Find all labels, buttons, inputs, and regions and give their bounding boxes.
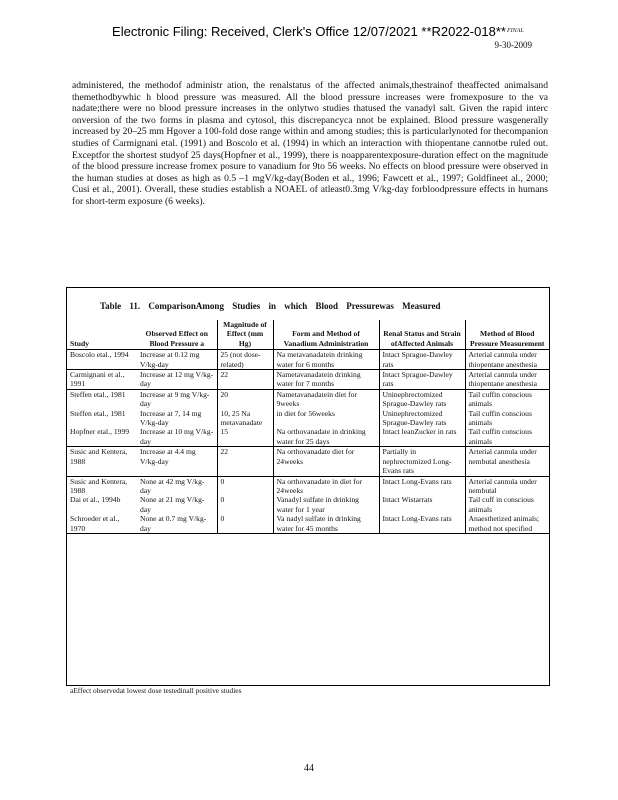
cell-renal: Intact Long-Evans rats <box>379 476 465 495</box>
header-study: Study <box>70 338 89 348</box>
cell-magnitude: 20 <box>217 389 273 408</box>
cell-study: Schroeder et al., 1970 <box>67 514 137 533</box>
cell-magnitude: 25 (not dose-related) <box>217 350 273 370</box>
cell-method: Arterial cannula under nembutal <box>465 476 549 495</box>
cell-study: Steffen etal., 1981 <box>67 389 137 408</box>
cell-method: Arterial cannula under nembutal anesthesia <box>465 447 549 476</box>
final-mark: FINAL <box>507 28 524 34</box>
header-effect: Observed Effect on Blood Pressure a <box>145 329 208 348</box>
header-method: Method of Blood Pressure Measurement <box>465 320 549 350</box>
cell-form: Vanadyl sulfate in drinking water for 1 year <box>273 495 379 514</box>
cell-magnitude: 22 <box>217 447 273 476</box>
header-renal: Renal Status and Strain ofAffected Animals <box>379 320 465 350</box>
cell-effect: Increase at 12 mg V/kg-day <box>137 370 217 390</box>
table-row <box>67 370 549 390</box>
cell-study: Steffen etal., 1981 <box>70 408 126 418</box>
document-date: 9-30-2009 <box>494 40 532 50</box>
cell-magnitude: 15 <box>217 427 273 446</box>
table-footnote: aEffect observedat lowest dose testedinall positive studies <box>70 686 242 695</box>
cell-renal: Partially in nephrectomized Long-Evans rats <box>379 447 465 476</box>
cell-study: Boscolo etal., 1994 <box>67 350 137 370</box>
cell-study: Dai et al., 1994b <box>70 495 121 505</box>
table-row <box>67 350 549 370</box>
table-row <box>67 447 549 476</box>
cell-effect: None at 0.7 mg V/kg-day <box>137 514 217 533</box>
cell-magnitude: 0 <box>217 514 273 533</box>
cell-magnitude: 10, 25 Na metavanadate <box>217 409 273 428</box>
cell-method: Anaesthetized animals; method not specified <box>465 514 549 533</box>
cell-method: Tail cuffin conscious animals <box>465 409 549 428</box>
cell-method: Tail cuffin conscious animals <box>465 389 549 408</box>
table-row <box>67 409 549 428</box>
table-row <box>67 514 549 533</box>
table-header-row <box>67 320 549 350</box>
cell-method: Arterial cannula under thiopentane anesthesia <box>465 370 549 390</box>
body-paragraph: administered, the methodof administr ation, the renalstatus of the affected animals,thestrainof theaffected animalsand themethodbywhic h blood pressure was measured. All the blood pressure increases were fromexposure to the va nadate;there were no blood pressure increases in the onlytwo studies thatused the vanadyl salt. Given the rapid interc onversion of the two forms in plasma and cytosol, this discrepancyca nnot be explained. Blood pressure wasgenerally increased by 20–25 mm Hgover a 100-fold dose range within and among studies; this is particularlynoted for thecompanion studies of Carmignani etal. (1991) and Boscolo et al. (1994) in which an interaction with thiopentane cannotbe ruled out. Exceptfor the shortest studyof 25 days(Hopfner et al., 1999), there is noapparentexposure-duration effect on the magnitude of the blood pressure increase fromex posure to vanadium for 9to 56 weeks. No effects on blood pressure were observed in the human studies at doses as high as 0.5 –1 mgV/kg-day(Boden et al., 1996; Fawcett et al., 1997; Goldfineet al., 2000; Cusi et al., 2001). Overall, these studies establish a NOAEL of atleast0.3mg V/kg-day forbloodpressure effects in humans for short-term exposure (6 weeks). <box>72 80 548 207</box>
cell-form: Nametavanadatein drinking water for 7 months <box>273 370 379 390</box>
cell-study: Carmignani et al., 1991 <box>67 370 137 390</box>
page-number: 44 <box>304 763 314 774</box>
cell-renal: Intact Wistarrats <box>379 495 465 514</box>
cell-renal: Uninephrectomized Sprague-Dawley rats <box>379 409 465 428</box>
cell-magnitude: 22 <box>217 370 273 390</box>
header-form: Form and Method of Vanadium Administration <box>273 320 379 350</box>
cell-renal: Intact leanZucker in rats <box>379 427 465 446</box>
cell-form: Nametavanadatein diet for 9weeks <box>273 389 379 408</box>
cell-form: in diet for 56weeks <box>273 409 379 428</box>
filing-banner: Electronic Filing: Received, Clerk's Office 12/07/2021 **R2022-018** <box>112 24 506 39</box>
cell-form: Na orthovanadate in diet for 24weeks <box>273 476 379 495</box>
cell-form: Na metavanadatein drinking water for 6 months <box>273 350 379 370</box>
cell-effect: Increase at 4.4 mg V/kg-day <box>137 447 217 476</box>
cell-form: Va nadyl sulfate in drinking water for 45 months <box>273 514 379 533</box>
cell-method: Tail cuffin conscious animals <box>465 427 549 446</box>
cell-renal: Intact Sprague-Dawley rats <box>379 350 465 370</box>
table-row <box>67 476 549 495</box>
cell-study: Hopfner etal., 1999 <box>70 427 130 437</box>
cell-renal: Intact Long-Evans rats <box>379 514 465 533</box>
cell-renal: Intact Sprague-Dawley rats <box>379 370 465 390</box>
cell-study: Susic and Kentera, 1988 <box>67 476 137 495</box>
table-row <box>67 495 549 514</box>
cell-effect: Increase at 7, 14 mg V/kg-day <box>140 408 202 428</box>
cell-method: Tail cuff in conscious animals <box>465 495 549 514</box>
header-magnitude: Magnitude of Effect (mm Hg) <box>217 320 273 350</box>
table-row <box>67 389 549 408</box>
cell-effect: Increase at 9 mg V/kg-day <box>137 389 217 408</box>
cell-magnitude: 0 <box>217 476 273 495</box>
cell-effect: Increase at 0.12 mg V/kg-day <box>137 350 217 370</box>
cell-form: Na orthovanadate diet for 24weeks <box>273 447 379 476</box>
cell-effect: None at 42 mg V/kg-day <box>137 476 217 495</box>
cell-effect: None at 21 mg V/kg-day <box>140 495 205 514</box>
cell-form: Na orthovanadate in drinking water for 25 days <box>273 427 379 446</box>
table-row <box>67 427 549 446</box>
cell-renal: Uninephrectomized Sprague-Dawley rats <box>379 389 465 408</box>
cell-study: Susic and Kentera, 1988 <box>67 447 137 476</box>
comparison-table <box>67 320 549 534</box>
cell-method: Arterial cannula under thiopentane anesthesia <box>465 350 549 370</box>
cell-magnitude: 0 <box>217 495 273 514</box>
table-caption: Table 11. ComparisonAmong Studies in which Blood Pressurewas Measured <box>100 301 441 311</box>
cell-effect: Increase at 10 mg V/kg-day <box>140 427 214 446</box>
